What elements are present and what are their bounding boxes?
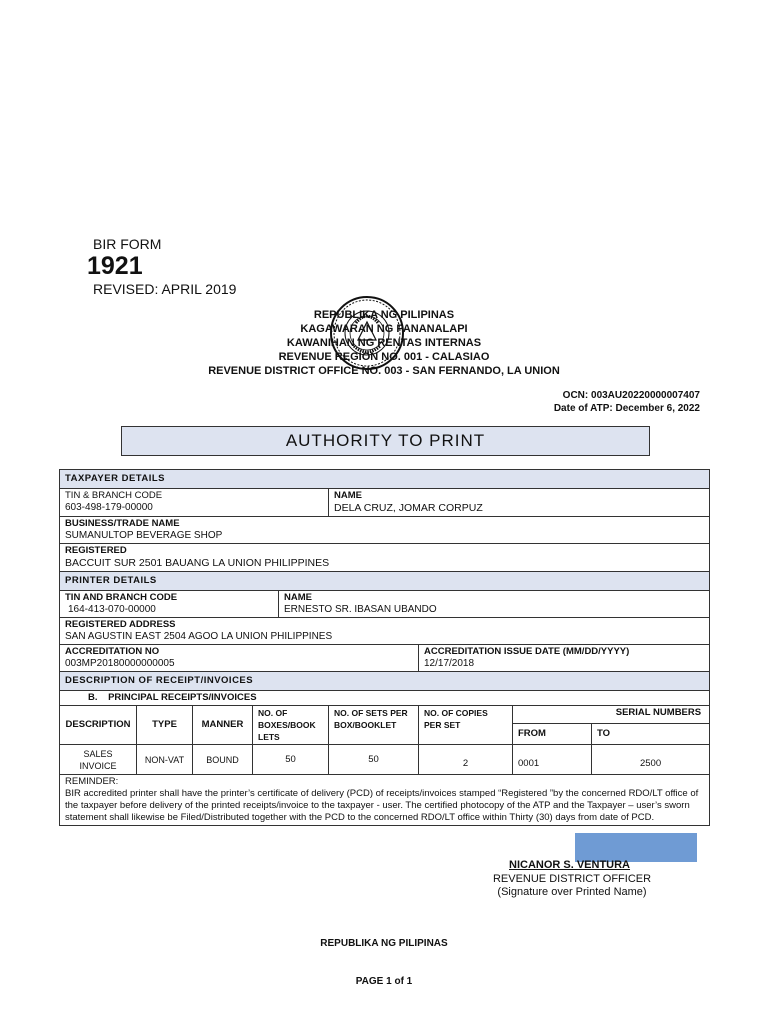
footer-republic: REPUBLIKA NG PILIPINAS [320, 938, 448, 949]
col-header-description: DESCRIPTION [60, 706, 137, 745]
taxpayer-address-label: REGISTERED [65, 545, 127, 556]
header-district: REVENUE DISTRICT OFFICE NO. 003 - SAN FERNANDO, LA UNION [208, 365, 560, 377]
col-header-from: FROM [513, 724, 592, 745]
row-serial-from: 0001 [513, 745, 592, 775]
printer-tin-label: TIN AND BRANCH CODE [65, 592, 178, 603]
printer-name-value: ERNESTO SR. IBASAN UBANDO [284, 604, 437, 615]
printer-name-label: NAME [284, 592, 312, 603]
taxpayer-address-cell [60, 544, 710, 572]
printer-address-value: SAN AGUSTIN EAST 2504 AGOO LA UNION PHILIPPINES [65, 631, 333, 642]
taxpayer-tin-value: 603-498-179-00000 [65, 502, 153, 513]
taxpayer-name-cell [329, 489, 710, 517]
receipts-subsection [60, 691, 710, 706]
signatory-name: NICANOR S. VENTURA [509, 859, 631, 871]
col-header-serial: SERIAL NUMBERS [513, 706, 710, 724]
col-header-sets: NO. OF SETS PER BOX/BOOKLET [329, 706, 419, 745]
taxpayer-name-value: DELA CRUZ, JOMAR CORPUZ [334, 502, 483, 514]
atp-details-table [59, 469, 710, 826]
business-name-cell [60, 517, 710, 544]
reminder-text: BIR accredited printer shall have the printer’s certificate of delivery (PCD) of receipts/invoices stamped “Registered ”by the concerned RDO/LT office of the taxpayer before delivery of the printed receipts/invoice to the taxpayer - user. The certified photocopy of the ATP and the Taxpayer – user’s sworn statement shall likewise be Filed/Distributed together with the PCD to the concerned RDO/LT office within Thirty (30) days from date of PCD. [65, 788, 699, 823]
col-header-copies: NO. OF COPIES PER SET [419, 706, 513, 745]
ocn-number: OCN: 003AU20220000007407 [562, 390, 700, 401]
header-bureau: KAWANIHAN NG RENTAS INTERNAS [286, 337, 482, 349]
printer-section-title: PRINTER DETAILS [60, 572, 710, 591]
printer-address-label: REGISTERED ADDRESS [65, 619, 176, 630]
receipts-subsection-letter: B. [88, 692, 98, 703]
row-boxes: 50 [253, 745, 329, 775]
taxpayer-section-title: TAXPAYER DETAILS [60, 470, 710, 489]
printer-name-cell [279, 591, 710, 618]
accreditation-date-label: ACCREDITATION ISSUE DATE (MM/DD/YYYY) [424, 646, 630, 657]
taxpayer-name-label: NAME [334, 490, 362, 501]
signatory-title: REVENUE DISTRICT OFFICER [492, 873, 652, 885]
row-sets: 50 [329, 745, 419, 775]
page-number: PAGE 1 of 1 [355, 976, 413, 987]
receipts-subsection-label: PRINCIPAL RECEIPTS/INVOICES [108, 692, 257, 703]
header-department: KAGAWARAN NG PANANALAPI [300, 323, 468, 335]
printer-tin-cell [60, 591, 279, 618]
taxpayer-address-value: BACCUIT SUR 2501 BAUANG LA UNION PHILIPPINES [65, 557, 330, 569]
form-revision: REVISED: APRIL 2019 [93, 281, 237, 297]
table-row [60, 745, 710, 775]
header-republic: REPUBLIKA NG PILIPINAS [313, 309, 455, 321]
col-header-type: TYPE [137, 706, 193, 745]
reminder-cell [60, 775, 710, 826]
taxpayer-tin-cell [60, 489, 329, 517]
atp-date: Date of ATP: December 6, 2022 [553, 403, 700, 414]
accreditation-no-label: ACCREDITATION NO [65, 646, 160, 657]
header-region: REVENUE REGION NO. 001 - CALASIAO [278, 351, 490, 363]
accreditation-no-cell [60, 645, 419, 672]
printer-tin-value: 164-413-070-00000 [68, 604, 156, 615]
form-number: 1921 [87, 252, 143, 280]
accreditation-date-cell [419, 645, 710, 672]
business-name-value: SUMANULTOP BEVERAGE SHOP [65, 530, 223, 541]
col-header-boxes: NO. OF BOXES/BOOK LETS [253, 706, 329, 745]
form-label: BIR FORM [93, 236, 162, 252]
printer-address-cell [60, 618, 710, 645]
signature-caption: (Signature over Printed Name) [497, 886, 647, 898]
col-header-manner: MANNER [193, 706, 253, 745]
receipts-section-title: DESCRIPTION OF RECEIPT/INVOICES [60, 672, 710, 691]
row-description: SALES INVOICE [60, 745, 137, 775]
business-name-label: BUSINESS/TRADE NAME [65, 518, 180, 529]
row-copies: 2 [419, 745, 513, 775]
reminder-label: REMINDER: [65, 776, 119, 787]
row-manner: BOUND [193, 745, 253, 775]
accreditation-no-value: 003MP20180000000005 [65, 658, 175, 669]
row-serial-to: 2500 [592, 745, 710, 775]
taxpayer-tin-label: TIN & BRANCH CODE [65, 490, 163, 501]
row-type: NON-VAT [137, 745, 193, 775]
document-title: AUTHORITY TO PRINT [121, 426, 650, 456]
signature-block [575, 833, 697, 862]
accreditation-date-value: 12/17/2018 [424, 658, 475, 669]
col-header-to: TO [592, 724, 710, 745]
